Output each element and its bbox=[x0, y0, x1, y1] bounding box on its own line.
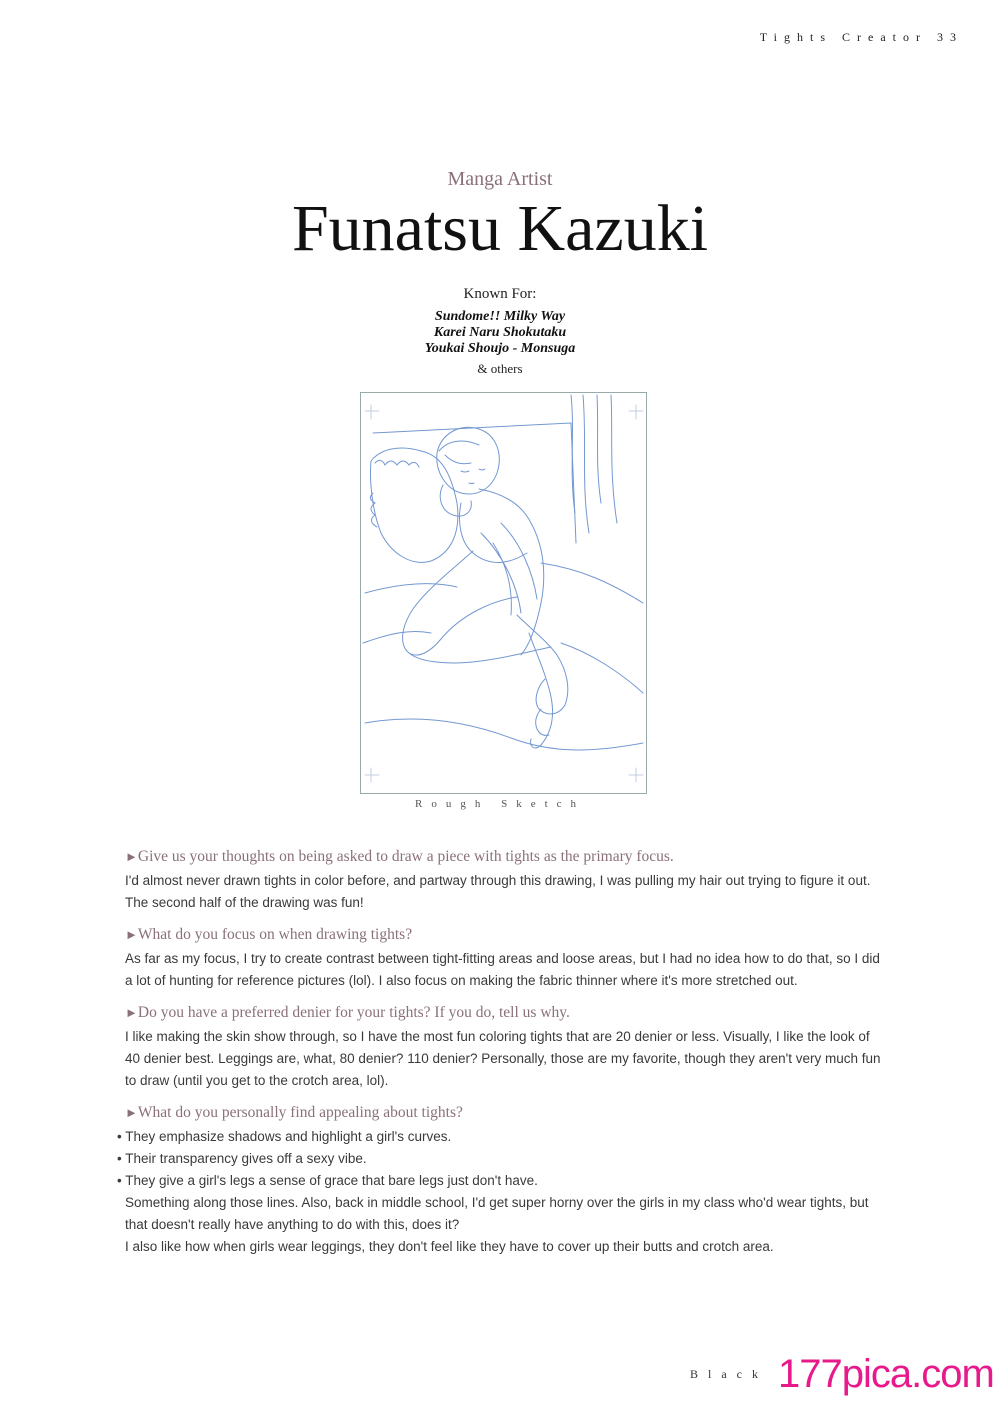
interview-section bbox=[117, 848, 885, 1258]
answer: As far as my focus, I try to create contrast between tight-fitting areas and loose areas, but I had no idea how to do that, so I did a lot of hunting for reference pictures (lol). I also focus on making the fabric thinner where it's more stretched out. bbox=[125, 951, 880, 988]
work-title: Sundome!! Milky Way bbox=[434, 308, 566, 324]
artist-role: Manga Artist bbox=[447, 168, 553, 190]
bullet-item: • They emphasize shadows and highlight a girl's curves. bbox=[117, 1129, 452, 1144]
question-text: What do you personally find appealing about tights? bbox=[137, 1104, 463, 1121]
bullet-item: • They give a girl's legs a sense of grace that bare legs just don't have. bbox=[117, 1173, 538, 1188]
site-watermark: 177pica.com bbox=[778, 1352, 994, 1396]
work-title: Youkai Shoujo - Monsuga bbox=[424, 340, 576, 356]
question bbox=[125, 1004, 885, 1022]
rough-sketch-illustration bbox=[360, 392, 647, 794]
triangle-bullet-icon: ► bbox=[125, 849, 138, 864]
artist-header bbox=[0, 168, 1000, 377]
answer: I like making the skin show through, so I have the most fun coloring tights that are 20 denier or less. Visually, I like the look of 40 denier best. Leggings are, what, 80 denier? 110 denier? Personally, those are my favorite, though they aren't very much fun to draw (until you get to the crotch area, lol). bbox=[125, 1029, 881, 1088]
question-text: What do you focus on when drawing tights? bbox=[137, 926, 413, 943]
sketch-drawing bbox=[361, 393, 646, 793]
bullet-item: • Their transparency gives off a sexy vibe. bbox=[117, 1151, 367, 1166]
known-for-label: Known For: bbox=[463, 285, 537, 302]
sketch-caption: Rough Sketch bbox=[414, 798, 586, 810]
question bbox=[125, 848, 885, 866]
question bbox=[125, 926, 885, 944]
answer: I also like how when girls wear leggings, they don't feel like they have to cover up their butts and crotch area. bbox=[125, 1239, 774, 1254]
work-title: Karei Naru Shokutaku bbox=[433, 324, 567, 340]
answer: I'd almost never drawn tights in color before, and partway through this drawing, I was pulling my hair out trying to figure it out. The second half of the drawing was fun! bbox=[125, 873, 871, 910]
artist-name: Funatsu Kazuki bbox=[291, 192, 709, 265]
running-foot: Black bbox=[690, 1367, 768, 1381]
triangle-bullet-icon: ► bbox=[125, 1005, 138, 1020]
works-others: & others bbox=[477, 360, 523, 376]
question bbox=[125, 1104, 885, 1122]
triangle-bullet-icon: ► bbox=[125, 1105, 138, 1120]
question-text: Do you have a preferred denier for your tights? If you do, tell us why. bbox=[137, 1004, 570, 1021]
answer: Something along those lines. Also, back in middle school, I'd get super horny over the girls in my class who'd wear tights, but that doesn't really have anything to do with this, does it? bbox=[125, 1195, 869, 1232]
works-list bbox=[0, 309, 1000, 357]
question-text: Give us your thoughts on being asked to draw a piece with tights as the primary focus. bbox=[137, 848, 674, 865]
running-head: Tights Creator 33 bbox=[759, 30, 963, 44]
triangle-bullet-icon: ► bbox=[125, 927, 138, 942]
